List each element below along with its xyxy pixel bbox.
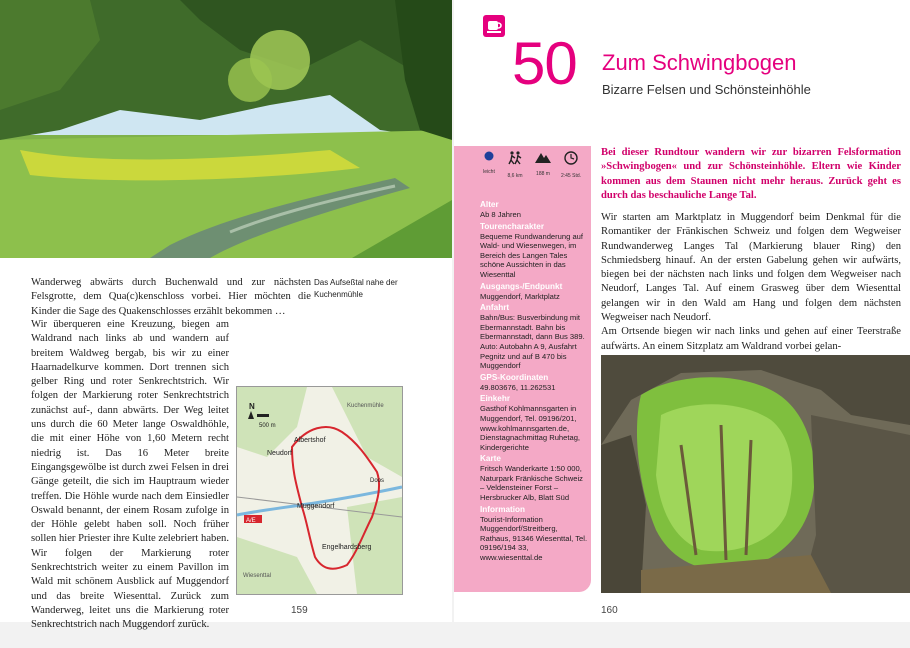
elevation-icon (535, 151, 551, 163)
map-place-kuchenmuehle: Kuchenmühle (347, 403, 384, 409)
right-page (454, 0, 910, 622)
map-place-neudorf: Neudorf (267, 450, 292, 457)
info-text: Bequeme Rundwanderung auf Wald- und Wiesenwegen, im Bereich des Langen Tales schöne Aussichten in das Wiesenttal (480, 231, 584, 279)
info-heading: Ausgangs-/Endpunkt (480, 281, 563, 291)
stat-label: 8,6 km (507, 173, 523, 179)
left-body-paragraph-3: Wir folgen der Markierung roter Senkrechtstrich weiter zu einem Pavillon im Wald mit schönem Ausblick auf Muggendorf und das breite Wiesenttal. Zurück zum Wanderweg, leitet uns die Markierung roter Senkrechtstrich nach Muggendorf zurück. (31, 547, 229, 631)
intro-text (601, 146, 901, 203)
left-body-text (31, 276, 311, 319)
north-label: N (249, 402, 255, 411)
info-sections (480, 200, 588, 565)
info-text: 49.803676, 11.262531 (480, 382, 556, 392)
intro-paragraph: Bei dieser Rundtour wandern wir zur bizarren Felsformation »Schwingbogen« und zur Schönsteinhöhle. Eltern wie Kinder kommen aus dem Staunen nicht mehr heraus. Zurück geht es durch das beschauliche Lange Tal. (601, 147, 901, 201)
info-section-start (480, 282, 588, 302)
family-hiking-icon (483, 15, 505, 37)
info-section-food (480, 394, 588, 452)
map-place-muggendorf: Muggendorf (297, 503, 335, 510)
left-page-number: 159 (291, 605, 308, 616)
info-section-map (480, 454, 588, 502)
info-heading: Tourencharakter (480, 221, 545, 231)
info-heading: Information (480, 504, 526, 514)
info-text: Tourist-Information Muggendorf/Streitberg, Rathaus, 91346 Wiesenttal, Tel. 09196/194 33, www.wiesenttal.de (480, 514, 588, 563)
route-title: Zum Schwingbogen (602, 50, 797, 75)
left-body-text-2 (31, 318, 229, 633)
left-page (0, 0, 452, 631)
right-body-paragraph-1: Wir starten am Marktplatz in Muggendorf beim Denkmal für die Romantiker der Fränkischen Schweiz und folgen dem Wegweiser Rundwanderweg Langes Tal (Markierung blauer Ring) den Schmiedsberg hinauf. An der ersten Gabelung gehen wir aufwärts, biegen bei der nächsten nach links und folgen dem Wegweiser nach Neudorf, Langes Tal. Auf einem Grasweg über dem Wiesenttal gelangen wir in den Wald am Hang und folgen dem nächsten Wegweiser nach Neudorf. (601, 212, 901, 324)
right-body-paragraph-2: Am Ortsende biegen wir nach links und gehen auf einer Teerstraße aufwärts. An einem Sitzplatz am Waldrand vorbei gelan- (601, 326, 901, 352)
map-place-albertshof: Albertshof (294, 437, 326, 444)
start-label: A/E (246, 518, 256, 524)
info-section-character (480, 222, 588, 280)
clock-icon (564, 151, 578, 165)
scale-bar (257, 414, 269, 417)
info-text: Bahn/Bus: Busverbindung mit Ebermannstadt. Bahn bis Ebermannstadt, dann Bus 389. Auto: Autobahn A 9, Ausfahrt Pegnitz und auf B 470 bis Muggendorf (480, 313, 585, 371)
info-sidebar (454, 146, 591, 592)
info-heading: Einkehr (480, 394, 511, 404)
route-number: 50 (512, 30, 577, 97)
stat-elevation (528, 151, 558, 177)
stat-label: 2:45 Std. (560, 173, 581, 179)
info-section-information (480, 505, 588, 563)
info-section-gps (480, 373, 588, 393)
left-body-paragraph-2: Wir überqueren eine Kreuzung, biegen am Waldrand nach links ab und wandern auf breitem Waldweg bergab, bis wir zu einer Haarnadelkurve kommen. Dort trennen sich gelber Ring und roter Senkrechtstrich. Wir folgen der Markierung roter Senkrechtstrich zunächst auf-, dann abwärts. Der Weg leitet uns durch die 60 Meter lange Oswaldhöhle, die mit einer Höhe von 1,60 Metern recht niedrig ist. Das 16 Meter breite Eingangsgewölbe ist durch zwei Felsen in drei Gänge geteilt, die sich im Hauptraum wieder treffen. Die Höhle wurde nach dem Einsiedler Oswald benannt, der einem Rosam zufolge in der Höhle gelebt haben soll. Noch früher sollen hier Priester ihre Kulte zelebriert haben. (31, 319, 229, 545)
info-text: Fritsch Wanderkarte 1:50 000, Naturpark Fränkische Schweiz – Veldensteiner Forst – Hersbrucker Alb, Blatt Süd (480, 464, 583, 503)
stat-distance (500, 151, 530, 179)
right-body-text (601, 211, 901, 354)
info-heading: Alter (480, 200, 499, 209)
category-badge (483, 15, 505, 37)
map-place-doos: Doos (370, 478, 385, 484)
left-body-paragraph-1: Wanderweg abwärts durch Buchenwald und zur nächsten Felsgrotte, dem Qua(c)kenschloss vorbei. Hier möchten die Kinder die Sage des Quakenschlosses erzählt bekommen … (31, 277, 311, 317)
route-subtitle: Bizarre Felsen und Schönsteinhöhle (602, 82, 811, 97)
route-map (236, 386, 403, 595)
hikers-icon (508, 151, 522, 165)
info-heading: Anfahrt (480, 303, 510, 313)
info-heading: Karte (480, 454, 501, 464)
info-text: Muggendorf, Marktplatz (480, 291, 560, 301)
scale-label: 500 m (259, 423, 276, 429)
rock-arch-photo (601, 355, 910, 593)
info-section-age (480, 200, 588, 220)
stat-label: leicht (483, 169, 495, 175)
info-heading: GPS-Koordinaten (480, 372, 549, 382)
stat-duration (556, 151, 586, 179)
photo-caption: Das Aufseßtal nahe der Kuchenmühle (314, 278, 398, 299)
right-page-number: 160 (601, 605, 618, 616)
valley-photo (0, 0, 452, 258)
difficulty-dot-icon (484, 151, 494, 161)
map-place-engelhardsberg: Engelhardsberg (322, 544, 372, 551)
info-text: Gasthof Kohlmannsgarten in Muggendorf, Tel. 09196/201, www.kohlmannsgarten.de, Dienstagnachmittag Ruhetag, Kindergerichte (480, 404, 581, 452)
info-text: Ab 8 Jahren (480, 210, 521, 219)
stats-row (454, 146, 591, 192)
map-place-wiesenttal: Wiesenttal (243, 573, 272, 579)
info-section-arrival (480, 303, 588, 371)
stat-label: 188 m (536, 171, 550, 177)
